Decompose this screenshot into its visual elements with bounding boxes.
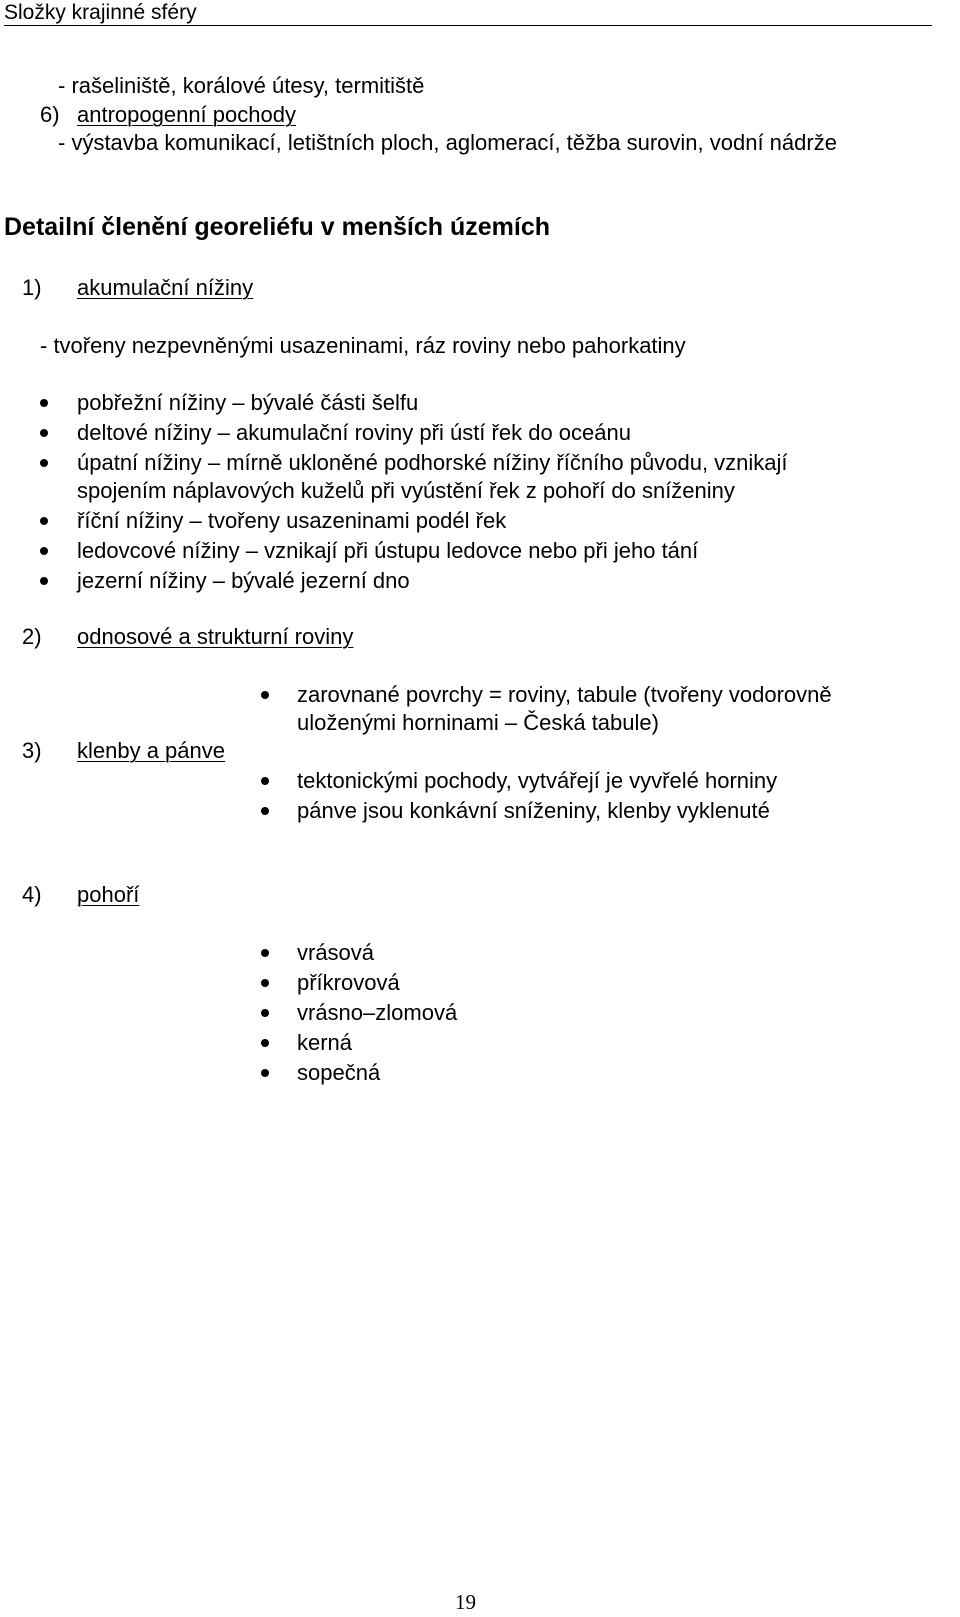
s4-title: pohoří (77, 882, 140, 907)
bullet-icon (40, 577, 48, 585)
s4-bullet-3: vrásno–zlomová (297, 1000, 458, 1025)
s4-bullet-2: příkrovová (297, 970, 400, 995)
header-rule (4, 25, 932, 26)
bullet-icon (261, 807, 269, 815)
bullet-icon (261, 979, 269, 987)
bullet-icon (261, 1039, 269, 1047)
bullet-icon (261, 1069, 269, 1077)
bullet-icon (40, 547, 48, 555)
s2-number: 2) (22, 624, 42, 649)
s4-bullet-1: vrásová (297, 940, 375, 965)
s1-bullet-6: jezerní nížiny – bývalé jezerní dno (77, 568, 410, 593)
s3-bullet-1: zarovnané povrchy = roviny, tabule (tvořeny vodorovně (297, 682, 832, 707)
s4-number: 4) (22, 882, 42, 907)
s1-bullet-3: úpatní nížiny – mírně ukloněné podhorské nížiny říčního původu, vznikají (77, 450, 788, 475)
s1-bullet-2: deltové nížiny – akumulační roviny při ústí řek do oceánu (77, 420, 631, 445)
bullet-icon (40, 459, 48, 467)
dash-line-2: - výstavba komunikací, letištních ploch, aglomerací, těžba surovin, vodní nádrže (58, 130, 837, 155)
s2-title: odnosové a strukturní roviny (77, 624, 354, 649)
header-title: Složky krajinné sféry (4, 1, 197, 24)
bullet-icon (261, 691, 269, 699)
item-6-number: 6) (40, 102, 60, 127)
bullet-icon (261, 949, 269, 957)
s1-dash-line: - tvořeny nezpevněnými usazeninami, ráz roviny nebo pahorkatiny (40, 333, 686, 358)
bullet-icon (40, 429, 48, 437)
bullet-icon (261, 777, 269, 785)
s1-bullet-3-cont: spojením náplavových kuželů při vyústění řek z pohoří do sníženiny (77, 478, 735, 503)
s1-bullet-4: říční nížiny – tvořeny usazeninami podél řek (77, 508, 507, 533)
section-heading: Detailní členění georeliéfu v menších územích (4, 213, 550, 241)
s3-title: klenby a pánve (77, 738, 225, 763)
s3-bullet-1-cont: uloženými horninami – Česká tabule) (297, 710, 659, 735)
bullet-icon (261, 1009, 269, 1017)
s1-title: akumulační nížiny (77, 275, 254, 300)
s3-bullet-2: tektonickými pochody, vytvářejí je vyvřelé horniny (297, 768, 778, 793)
s3-bullet-3: pánve jsou konkávní sníženiny, klenby vyklenuté (297, 798, 770, 823)
bullet-icon (40, 399, 48, 407)
s3-number: 3) (22, 738, 42, 763)
s4-bullet-5: sopečná (297, 1060, 381, 1085)
s1-bullet-1: pobřežní nížiny – bývalé části šelfu (77, 390, 419, 415)
dash-line-1: - rašeliniště, korálové útesy, termitiště (58, 73, 425, 98)
bullet-icon (40, 517, 48, 525)
item-6-title: antropogenní pochody (77, 102, 296, 127)
s1-bullet-5: ledovcové nížiny – vznikají při ústupu ledovce nebo při jeho tání (77, 538, 699, 563)
s4-bullet-4: kerná (297, 1030, 353, 1055)
s1-number: 1) (22, 275, 42, 300)
page-number: 19 (455, 1590, 476, 1614)
